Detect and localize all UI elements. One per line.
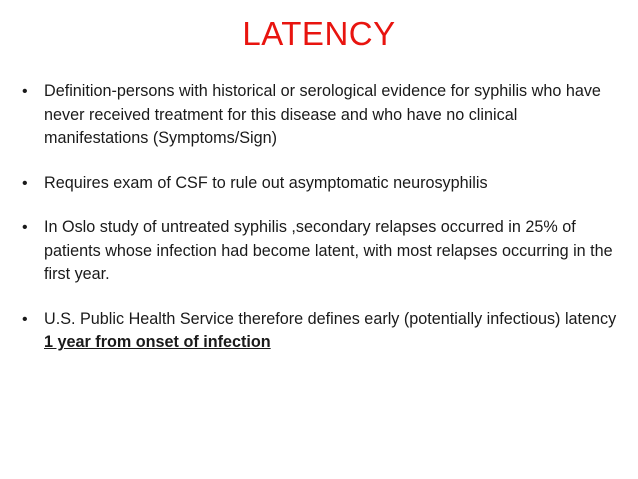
bullet-definition xyxy=(22,80,626,151)
bullet-text: U.S. Public Health Service therefore defines early (potentially infectious) latency xyxy=(44,309,617,328)
bullet-csf-exam xyxy=(22,172,626,196)
bullet-text: Definition-persons with historical or serological evidence for syphilis who have never received treatment for this disease and who have no clinical manifestations (Symptoms/Sign) xyxy=(44,82,601,147)
bullet-list xyxy=(22,80,626,376)
bullet-text: Requires exam of CSF to rule out asymptomatic neurosyphilis xyxy=(44,173,488,192)
bullet-emphasis: 1 year from onset of infection xyxy=(44,333,271,351)
bullet-oslo-study xyxy=(22,216,626,287)
bullet-text: In Oslo study of untreated syphilis ,secondary relapses occurred in 25% of patients whose infection had become latent, with most relapses occurring in the first year. xyxy=(44,218,613,283)
bullet-public-health xyxy=(22,308,626,355)
slide-title: LATENCY xyxy=(242,15,396,52)
